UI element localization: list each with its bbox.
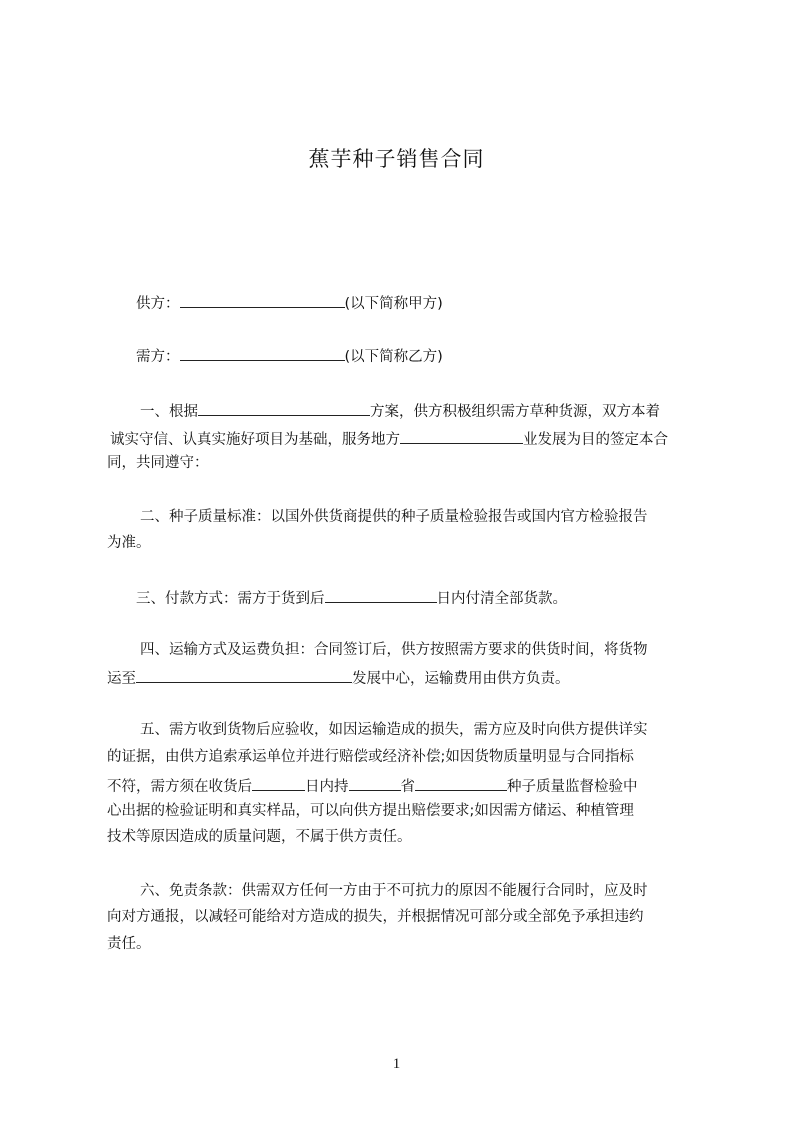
clause5-blank-days[interactable] bbox=[252, 774, 305, 791]
clause5-line4: 心出据的检验证明和真实样品，可以向供方提出赔偿要求;如因需方储运、种植管理 bbox=[107, 803, 634, 819]
clause5-blank-province[interactable] bbox=[349, 774, 401, 791]
clause1-line3: 同，共同遵守： bbox=[107, 455, 209, 471]
party-b-suffix: (以下简称乙方) bbox=[344, 349, 443, 365]
clause4-line1: 四、运输方式及运费负担：合同签订后，供方按照需方要求的供货时间，将货物 bbox=[140, 642, 648, 658]
clause5-line1: 五、需方收到货物后应验收，如因运输造成的损失，需方应及时向供方提供详实 bbox=[140, 722, 648, 738]
clause1-text-d: 业发展为目的签定本合 bbox=[523, 432, 668, 448]
clause1-blank-region[interactable] bbox=[400, 427, 523, 444]
party-a-blank[interactable] bbox=[180, 291, 345, 308]
clause5-line2: 的证据，由供方追索承运单位并进行赔偿或经济补偿;如因货物质量明显与合同指标 bbox=[107, 749, 634, 765]
clause3-text-a: 三、付款方式：需方于货到后 bbox=[136, 591, 325, 607]
party-b-line bbox=[136, 344, 443, 367]
clause6-line1: 六、免责条款：供需双方任何一方由于不可抗力的原因不能履行合同时，应及时 bbox=[140, 883, 648, 899]
clause3-line bbox=[136, 586, 567, 609]
clause5-text-b: 日内持 bbox=[305, 779, 349, 795]
clause3-blank-days[interactable] bbox=[325, 586, 437, 603]
clause4-blank-destination[interactable] bbox=[136, 666, 352, 683]
clause4-line2 bbox=[107, 666, 570, 689]
clause1-line2 bbox=[110, 427, 668, 450]
party-b-label: 需方： bbox=[136, 349, 180, 365]
clause1-line1 bbox=[140, 399, 660, 422]
clause6-line2: 向对方通报，以减轻可能给对方造成的损失，并根据情况可部分或全部免予承担违约 bbox=[107, 909, 644, 925]
clause4-text-a: 运至 bbox=[107, 671, 136, 687]
clause1-text-c: 诚实守信、认真实施好项目为基础，服务地方 bbox=[110, 432, 400, 448]
clause5-line3 bbox=[107, 774, 638, 797]
clause1-blank-plan[interactable] bbox=[198, 399, 370, 416]
clause4-text-b: 发展中心，运输费用由供方负责。 bbox=[352, 671, 570, 687]
party-a-suffix: (以下简称甲方) bbox=[344, 296, 443, 312]
clause1-text-b: 方案，供方积极组织需方草种货源，双方本着 bbox=[370, 404, 660, 420]
clause5-line5: 技术等原因造成的质量问题，不属于供方责任。 bbox=[107, 829, 412, 845]
clause2-line1: 二、种子质量标准：以国外供货商提供的种子质量检验报告或国内官方检验报告 bbox=[140, 509, 648, 525]
page-number: 1 bbox=[392, 1056, 401, 1072]
clause5-text-d: 种子质量监督检验中 bbox=[507, 779, 638, 795]
contract-title: 蕉芋种子销售合同 bbox=[308, 147, 485, 171]
clause6-line3: 责任。 bbox=[107, 936, 151, 952]
clause1-text-a: 一、根据 bbox=[140, 404, 198, 420]
clause5-text-c: 省 bbox=[400, 779, 415, 795]
clause5-blank-station[interactable] bbox=[415, 774, 507, 791]
party-b-blank[interactable] bbox=[180, 344, 345, 361]
clause3-text-b: 日内付清全部货款。 bbox=[436, 591, 567, 607]
clause2-line2: 为准。 bbox=[107, 535, 151, 551]
party-a-line bbox=[136, 291, 443, 314]
party-a-label: 供方： bbox=[136, 296, 180, 312]
clause5-text-a: 不符，需方须在收货后 bbox=[107, 779, 252, 795]
